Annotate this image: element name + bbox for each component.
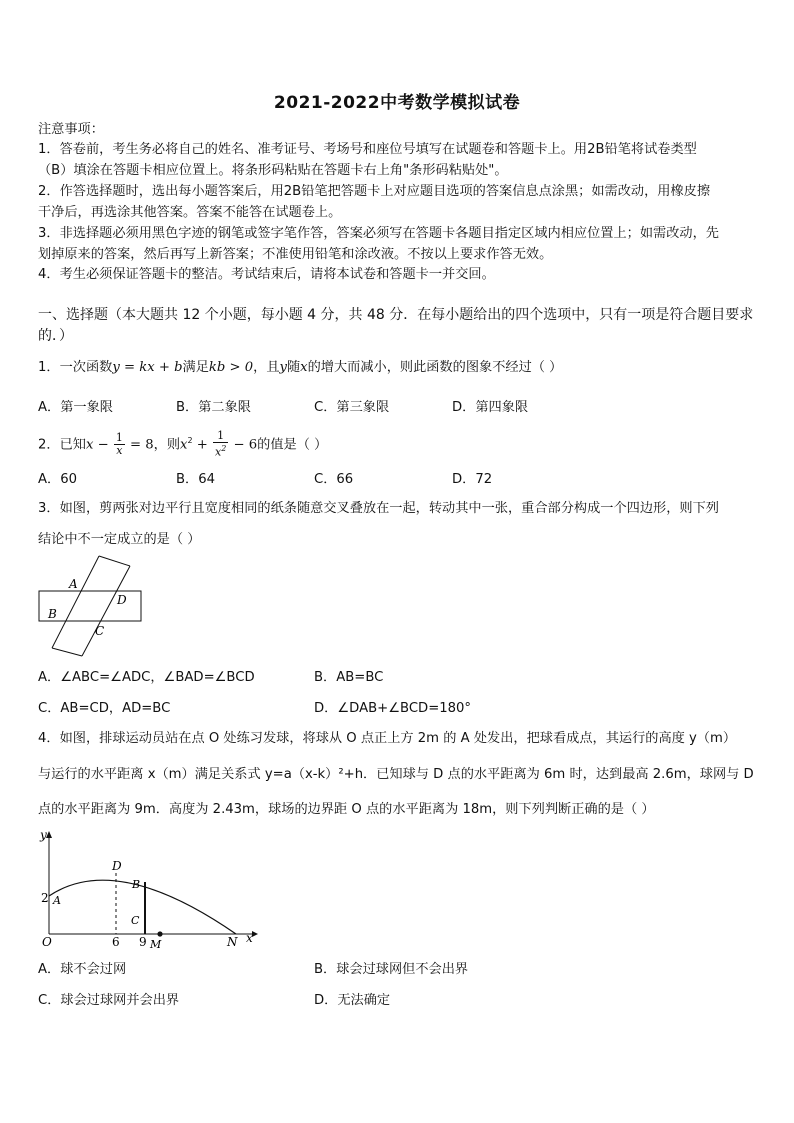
q4-origin-label: O xyxy=(42,935,52,949)
q4-volleyball-trajectory-graph xyxy=(36,826,266,950)
question-3-line-2: 结论中不一定成立的是（ ） xyxy=(38,532,201,547)
question-4-line-2: 与运行的水平距离 x（m）满足关系式 y=a（x-k）²+h．已知球与 D 点的水平距离为 6m 时，达到最高 2.6m，球网与 D xyxy=(38,767,754,782)
notice-heading: 注意事项： xyxy=(38,122,104,137)
question-1: 1．一次函数y = kx + b满足kb > 0，且y随x的增大而减小，则此函数的图象不经过（ ） xyxy=(38,360,563,375)
page-title: 2021-2022中考数学模拟试卷 xyxy=(273,93,521,113)
q4-tick-2: 2 xyxy=(41,891,49,905)
q4-option-d: D．无法确定 xyxy=(314,993,391,1008)
q1-option-b: B．第二象限 xyxy=(176,400,251,415)
q4-label-b: B xyxy=(132,878,141,891)
question-4-line-1: 4．如图，排球运动员站在点 O 处练习发球，将球从 O 点正上方 2m 的 A 处发出，把球看成点，其运行的高度 y（m） xyxy=(38,731,737,746)
q3-label-a: A xyxy=(69,577,78,591)
question-2: 2．已知x − $\frac{1}{x}$ = 8，则$x^2$ + $\frac{1}{x^2}$ − 6的值是（ ） xyxy=(38,429,328,459)
q1-condition: kb > 0 xyxy=(208,360,254,375)
q3-option-d: D．∠DAB+∠BCD=180° xyxy=(314,701,472,716)
notice-line-5: 3．非选择题必须用黑色字迹的钢笔或签字笔作答，答案必须写在答题卡各题目指定区域内相应位置上；如需改动，先 xyxy=(38,226,719,241)
q3-label-c: C xyxy=(95,624,105,638)
q4-point-m xyxy=(157,931,162,936)
q3-option-b: B．AB=BC xyxy=(314,670,384,685)
q2-option-b: B．64 xyxy=(176,472,216,487)
notice-line-6: 划掉原来的答案，然后再写上新答案；不准使用铅笔和涂改液。不按以上要求作答无效。 xyxy=(38,247,553,262)
q4-label-m: M xyxy=(150,938,162,950)
q4-y-axis-arrow xyxy=(46,831,52,838)
notice-line-1: 1．答卷前，考生务必将自己的姓名、准考证号、考场号和座位号填写在试题卷和答题卡上。用2B铅笔将试卷类型 xyxy=(38,142,697,157)
q4-label-n: N xyxy=(227,935,238,949)
notice-line-2: （B）填涂在答题卡相应位置上。将条形码粘贴在答题卡右上角"条形码粘贴处"。 xyxy=(38,163,508,178)
notice-line-7: 4．考生必须保证答题卡的整洁。考试结束后，请将本试卷和答题卡一并交回。 xyxy=(38,267,495,282)
section-heading-line-2: 的．） xyxy=(38,328,73,344)
q2-fraction-1: $\frac{1}{x}$ xyxy=(115,430,123,457)
q3-option-c: C．AB=CD，AD=BC xyxy=(38,701,171,716)
q4-option-a: A．球不会过网 xyxy=(38,962,127,977)
q4-label-a: A xyxy=(53,894,61,907)
notice-line-3: 2．作答选择题时，选出每小题答案后，用2B铅笔把答题卡上对应题目选项的答案信息点涂黑；如需改动，用橡皮擦 xyxy=(38,184,711,199)
q3-paper-strips-figure xyxy=(36,552,146,660)
q3-label-d: D xyxy=(117,593,127,607)
notice-line-4: 干净后，再选涂其他答案。答案不能答在试题卷上。 xyxy=(38,205,342,220)
q3-strip-bottom xyxy=(52,648,82,656)
q4-ball-trajectory xyxy=(49,880,236,934)
q1-function-expression: y = kx + b xyxy=(112,360,183,375)
q4-tick-6: 6 xyxy=(112,935,120,949)
q1-option-c: C．第三象限 xyxy=(314,400,390,415)
section-heading-line-1: 一、选择题（本大题共 12 个小题，每小题 4 分，共 48 分．在每小题给出的四个选项中，只有一项是符合题目要求 xyxy=(38,307,754,323)
q4-y-label: y xyxy=(40,828,47,842)
q1-option-d: D．第四象限 xyxy=(452,400,529,415)
q2-option-d: D．72 xyxy=(452,472,493,487)
q1-option-a: A．第一象限 xyxy=(38,400,113,415)
q4-label-c: C xyxy=(131,914,140,927)
q4-tick-9: 9 xyxy=(139,935,147,949)
q3-strip-edge-right xyxy=(82,566,130,656)
q4-x-axis-arrow xyxy=(252,931,258,937)
q3-option-a: A．∠ABC=∠ADC，∠BAD=∠BCD xyxy=(38,670,255,685)
q3-label-b: B xyxy=(48,607,57,621)
q4-x-label: x xyxy=(246,931,253,945)
q3-strip-edge-left xyxy=(52,556,99,648)
q3-strip-top xyxy=(99,556,130,566)
q4-option-c: C．球会过球网并会出界 xyxy=(38,993,180,1008)
q2-option-c: C．66 xyxy=(314,472,354,487)
q2-fraction-2: $\frac{1}{x^2}$ xyxy=(215,429,227,459)
question-3-line-1: 3．如图，剪两张对边平行且宽度相同的纸条随意交叉叠放在一起，转动其中一张，重合部分构成一个四边形，则下列 xyxy=(38,501,719,516)
q2-option-a: A．60 xyxy=(38,472,77,487)
q4-option-b: B．球会过球网但不会出界 xyxy=(314,962,469,977)
q4-label-d: D xyxy=(112,859,122,873)
question-4-line-3: 点的水平距离为 9m．高度为 2.43m，球场的边界距 O 点的水平距离为 18m，则下列判断正确的是（ ） xyxy=(38,802,655,817)
